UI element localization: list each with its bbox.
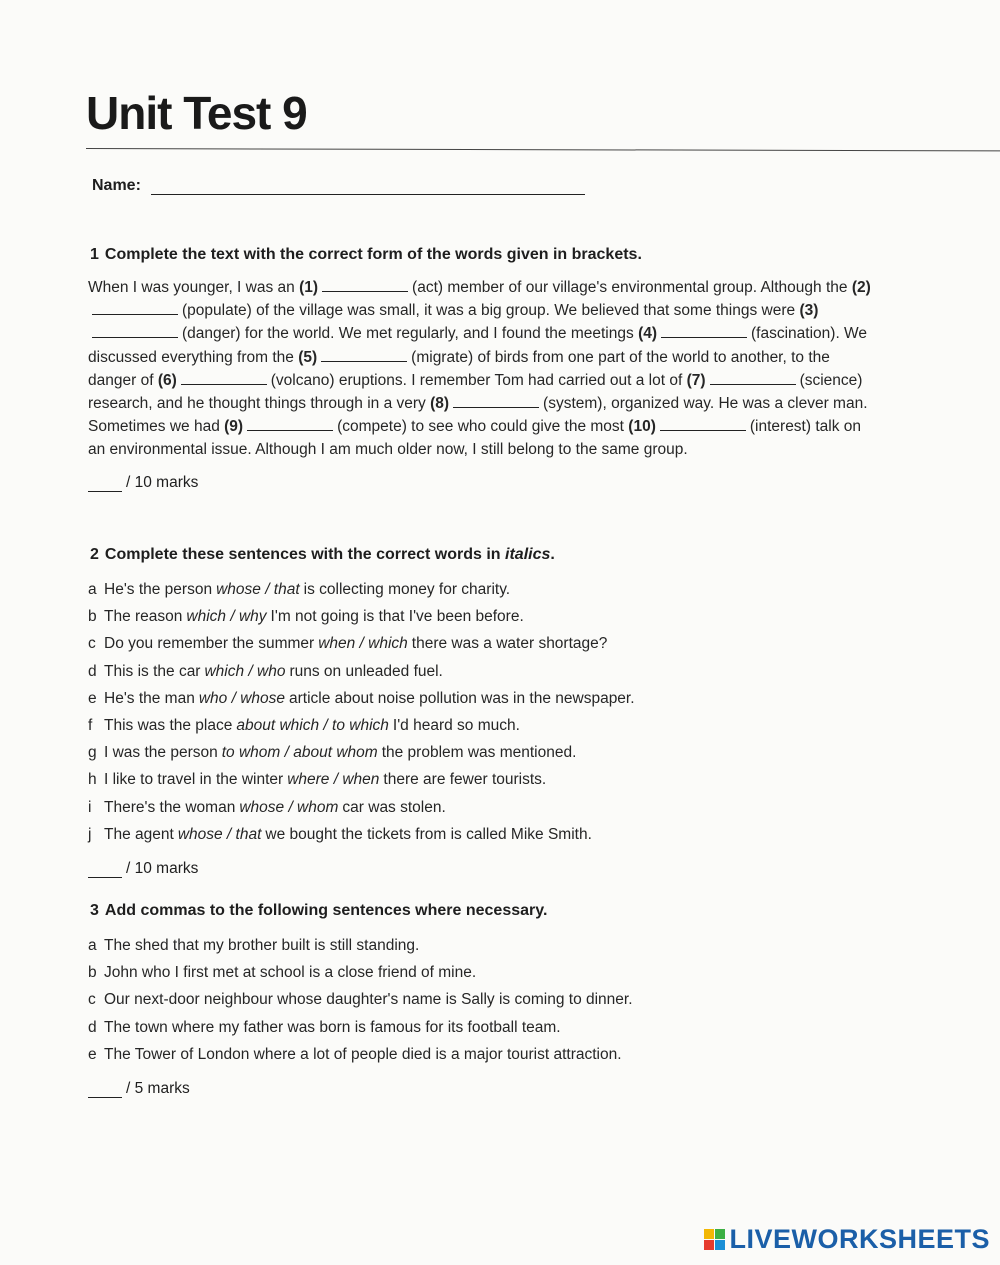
- section-2-score-field[interactable]: [88, 863, 122, 878]
- text-segment: (interest) talk on an environmental issue. Although I am much older now, I still belong to the same group.: [88, 418, 862, 459]
- item-text[interactable]: The Tower of London where a lot of people died is a major tourist attraction.: [104, 1045, 622, 1063]
- item-options[interactable]: which / why: [186, 608, 267, 626]
- section-3-marks: [88, 1080, 878, 1098]
- item-text: The agent: [104, 825, 174, 843]
- section-3-number: 3: [90, 902, 99, 919]
- section-1-marks: [88, 474, 878, 492]
- list-item: [88, 932, 878, 959]
- gap-6-blank[interactable]: [181, 370, 267, 385]
- item-options[interactable]: which / who: [204, 662, 286, 680]
- list-item: [88, 821, 878, 848]
- item-letter: c: [88, 635, 96, 653]
- gap-3-blank[interactable]: [92, 323, 178, 338]
- section-2: [88, 546, 878, 878]
- marks-label: / 10 marks: [126, 860, 199, 878]
- item-text: This was the place: [104, 717, 233, 735]
- item-options[interactable]: to whom / about whom: [221, 744, 378, 762]
- liveworksheets-logo-icon: [704, 1229, 725, 1250]
- item-text[interactable]: John who I first met at school is a close friend of mine.: [104, 964, 477, 982]
- section-2-instruction: Complete these sentences with the correct words in: [104, 546, 501, 563]
- list-item: [88, 685, 878, 712]
- marks-label: / 10 marks: [126, 473, 199, 491]
- marks-label: / 5 marks: [126, 1080, 190, 1098]
- item-text: I'm not going is that I've been before.: [270, 608, 524, 626]
- gap-1-blank[interactable]: [322, 277, 408, 292]
- list-item: [88, 1041, 878, 1068]
- name-field[interactable]: [151, 174, 585, 195]
- item-text: This is the car: [104, 662, 201, 680]
- item-text: car was stolen.: [342, 798, 446, 816]
- gap-number-2: (2): [851, 279, 871, 296]
- section-2-marks: [88, 860, 878, 878]
- text-segment: (danger) for the world. We met regularly, and I found the meetings: [182, 325, 634, 343]
- gap-10-blank[interactable]: [660, 416, 746, 431]
- item-letter: c: [88, 991, 96, 1009]
- liveworksheets-brand: LIVEWORKSHEETS: [729, 1224, 990, 1254]
- item-text[interactable]: Our next-door neighbour whose daughter's name is Sally is coming to dinner.: [104, 991, 633, 1009]
- section-1-score-field[interactable]: [88, 477, 122, 492]
- liveworksheets-logo: [704, 1224, 990, 1255]
- item-text: There's the woman: [104, 798, 236, 816]
- gap-4-blank[interactable]: [661, 323, 747, 338]
- gap-9-blank[interactable]: [247, 416, 333, 431]
- gap-number-5: (5): [298, 348, 318, 366]
- list-item: [88, 576, 878, 603]
- list-item: [88, 712, 878, 739]
- text-segment: (populate) of the village was small, it was a big group. We believed that some things were: [182, 302, 796, 320]
- item-letter: b: [88, 964, 97, 982]
- gap-7-blank[interactable]: [710, 370, 796, 385]
- gap-number-3: (3): [799, 302, 819, 320]
- text-segment: (compete) to see who could give the most: [337, 418, 624, 436]
- item-letter: a: [88, 581, 97, 598]
- list-item: [88, 766, 878, 793]
- item-letter: g: [88, 744, 97, 762]
- section-1-text: [88, 276, 878, 462]
- text-segment: When I was younger, I was an: [88, 279, 295, 296]
- item-letter: e: [88, 1045, 97, 1063]
- item-text: is collecting money for charity.: [303, 581, 511, 598]
- item-letter: h: [88, 771, 97, 789]
- item-text: The reason: [104, 608, 183, 626]
- gap-number-10: (10): [628, 418, 656, 436]
- section-2-instruction-italic: italics: [505, 546, 551, 563]
- gap-number-6: (6): [157, 371, 177, 389]
- item-options[interactable]: whose / whom: [239, 798, 339, 816]
- item-text: I'd heard so much.: [392, 717, 520, 735]
- item-options[interactable]: about which / to which: [236, 717, 389, 735]
- item-text[interactable]: The shed that my brother built is still standing.: [104, 937, 420, 954]
- section-2-list: [88, 576, 878, 848]
- item-text: runs on unleaded fuel.: [289, 662, 443, 680]
- text-segment: (science) research, and he thought things through in a very: [88, 371, 863, 413]
- section-1-heading: [90, 246, 878, 264]
- item-text[interactable]: The town where my father was born is famous for its football team.: [104, 1018, 561, 1036]
- item-options[interactable]: when / which: [318, 635, 408, 653]
- list-item: [88, 959, 878, 986]
- item-text: article about noise pollution was in the newspaper.: [289, 689, 635, 707]
- item-letter: d: [88, 662, 97, 680]
- list-item: [88, 658, 878, 685]
- gap-8-blank[interactable]: [453, 393, 539, 408]
- text-segment: (fascination). We discussed everything from the: [88, 325, 868, 366]
- item-letter: j: [88, 825, 92, 843]
- text-segment: (volcano) eruptions. I remember Tom had carried out a lot of: [270, 371, 683, 389]
- item-text: we bought the tickets from is called Mike Smith.: [265, 825, 592, 843]
- gap-number-4: (4): [638, 325, 658, 343]
- section-3-instruction: Add commas to the following sentences where necessary.: [104, 902, 548, 919]
- instruction-end: .: [550, 546, 555, 563]
- gap-number-9: (9): [224, 418, 244, 436]
- item-text: there was a water shortage?: [411, 635, 608, 653]
- section-2-number: 2: [90, 546, 99, 563]
- section-3-heading: [90, 902, 878, 920]
- name-label: Name:: [92, 177, 141, 194]
- text-segment: (act) member of our village's environmental group. Although the: [412, 279, 848, 296]
- list-item: [88, 794, 878, 821]
- item-text: the problem was mentioned.: [381, 744, 577, 762]
- gap-number-7: (7): [686, 371, 706, 389]
- section-3: [88, 902, 878, 1098]
- item-letter: b: [88, 608, 97, 626]
- gap-number-8: (8): [430, 395, 450, 413]
- item-letter: e: [88, 689, 97, 707]
- item-text: He's the man: [104, 689, 195, 707]
- item-text: He's the person: [104, 581, 213, 598]
- list-item: [88, 986, 878, 1013]
- section-1-number: 1: [90, 246, 99, 263]
- section-2-heading: [90, 546, 878, 564]
- item-options[interactable]: whose / that: [216, 581, 300, 598]
- list-item: [88, 739, 878, 766]
- text-segment: (system), organized way. He was a clever man. Sometimes we had: [88, 395, 868, 436]
- item-options[interactable]: whose / that: [177, 825, 262, 843]
- list-item: [88, 603, 878, 630]
- item-text: I like to travel in the winter: [104, 771, 284, 789]
- item-letter: f: [88, 717, 93, 735]
- list-item: [88, 1014, 878, 1041]
- section-3-score-field[interactable]: [88, 1083, 122, 1098]
- gap-5-blank[interactable]: [321, 347, 407, 362]
- section-1: [88, 246, 878, 492]
- gap-number-1: (1): [299, 279, 319, 296]
- item-letter: a: [88, 937, 97, 954]
- text-segment: (migrate) of birds from one part of the world to another, to the danger of: [88, 348, 830, 389]
- item-options[interactable]: where / when: [287, 771, 380, 789]
- list-item: [88, 630, 878, 657]
- item-text: there are fewer tourists.: [383, 771, 547, 789]
- item-text: I was the person: [104, 744, 218, 762]
- item-letter: d: [88, 1018, 97, 1036]
- item-options[interactable]: who / whose: [198, 689, 286, 707]
- name-row: [92, 174, 585, 195]
- page-title: Unit Test 9: [86, 87, 307, 139]
- section-1-instruction: Complete the text with the correct form of the words given in brackets.: [104, 246, 642, 263]
- title-divider: [86, 148, 1000, 151]
- gap-2-blank[interactable]: [92, 300, 178, 315]
- item-text: Do you remember the summer: [104, 635, 315, 653]
- item-letter: i: [88, 798, 92, 816]
- section-3-list: [88, 932, 878, 1068]
